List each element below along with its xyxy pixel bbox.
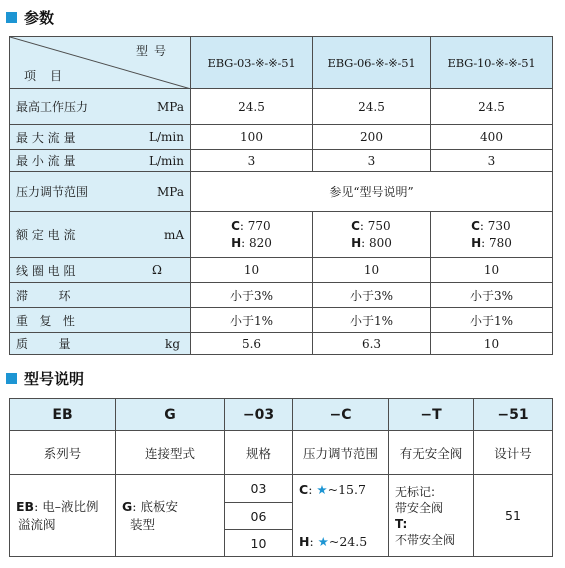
connection-key: G xyxy=(122,498,133,514)
c-key: C xyxy=(351,218,360,233)
table-cell: 10 xyxy=(313,258,431,283)
table-cell: 10 xyxy=(191,258,313,283)
pressure-detail xyxy=(293,475,389,557)
row-label: 重 复 性 xyxy=(16,313,75,328)
h-value: : 820 xyxy=(241,235,272,250)
c-key: C xyxy=(471,218,480,233)
table-cell: 10 xyxy=(431,258,553,283)
model-header: EBG-03-※-※-51 xyxy=(191,37,313,89)
code-cell: −03 xyxy=(225,399,293,431)
model-section-header xyxy=(6,367,84,389)
connection-detail xyxy=(116,475,225,557)
table-cell: 小于3% xyxy=(313,283,431,308)
corner-top-label: 型号 xyxy=(135,44,172,58)
star-icon: ★ xyxy=(317,533,329,549)
pressure-c-key: C xyxy=(299,481,309,497)
pressure-h-value: ~24.5 xyxy=(328,533,368,549)
valve-line4: 不带安全阀 xyxy=(395,532,456,547)
h-key: H xyxy=(471,235,482,250)
series-key: EB xyxy=(16,498,35,514)
table-row xyxy=(10,89,553,125)
row-label: 最高工作压力 xyxy=(16,100,89,114)
row-label: 质 量 xyxy=(16,337,71,351)
row-label: 最 小 流 量 xyxy=(16,154,76,168)
code-cell: G xyxy=(116,399,225,431)
code-cell: −51 xyxy=(474,399,553,431)
table-row xyxy=(10,172,553,212)
row-unit: MPa xyxy=(157,184,184,199)
table-row xyxy=(10,258,553,283)
row-label: 最 大 流 量 xyxy=(16,130,76,145)
code-cell: −C xyxy=(293,399,389,431)
table-cell: 小于1% xyxy=(191,308,313,333)
section-square-icon xyxy=(6,373,17,384)
table-row xyxy=(10,283,553,308)
params-section-header xyxy=(6,6,54,28)
desc-cell: 设计号 xyxy=(474,431,553,475)
connection-text2: 装型 xyxy=(130,516,156,532)
row-unit: Ω xyxy=(152,263,162,277)
pressure-h-key: H xyxy=(299,533,310,549)
detail-row xyxy=(10,475,553,503)
table-row xyxy=(10,333,553,355)
c-value: : 730 xyxy=(479,218,511,233)
valve-line3: T: xyxy=(395,516,408,531)
model-header: EBG-10-※-※-51 xyxy=(431,37,553,89)
table-cell: 200 xyxy=(313,125,431,150)
table-cell: 小于3% xyxy=(431,283,553,308)
row-unit: kg xyxy=(165,336,180,351)
model-header: EBG-06-※-※-51 xyxy=(313,37,431,89)
h-value: : 800 xyxy=(361,235,392,250)
row-unit: MPa xyxy=(157,99,184,114)
code-cell: EB xyxy=(10,399,116,431)
table-cell: 小于3% xyxy=(191,283,313,308)
table-cell: 24.5 xyxy=(431,89,553,125)
code-cell: −T xyxy=(389,399,474,431)
series-detail xyxy=(10,475,116,557)
table-cell xyxy=(431,212,553,258)
connection-text1: : 底板安 xyxy=(132,498,178,514)
series-text1: : 电–液比例 xyxy=(34,498,99,514)
table-row xyxy=(10,125,553,150)
row-unit: mA xyxy=(163,227,184,242)
c-value: : 770 xyxy=(239,218,271,233)
table-row xyxy=(10,150,553,172)
code-row xyxy=(10,399,553,431)
table-cell: 3 xyxy=(313,150,431,172)
table-cell: 小于1% xyxy=(313,308,431,333)
h-key: H xyxy=(231,235,242,250)
size-cell: 10 xyxy=(225,530,293,557)
h-key: H xyxy=(351,235,362,250)
design-number: 51 xyxy=(474,475,553,557)
row-unit: L/min xyxy=(149,130,184,144)
pressure-colon: : xyxy=(308,481,317,497)
h-value: : 780 xyxy=(481,235,512,250)
size-cell: 03 xyxy=(225,475,293,503)
params-header-row xyxy=(10,37,553,89)
row-unit: L/min xyxy=(149,153,184,168)
series-text2: 溢流阀 xyxy=(18,516,56,532)
valve-line2: 带安全阀 xyxy=(395,500,444,515)
table-row xyxy=(10,308,553,333)
table-cell: 小于1% xyxy=(431,308,553,333)
table-cell: 10 xyxy=(431,333,553,355)
desc-cell: 有无安全阀 xyxy=(389,431,474,475)
valve-detail xyxy=(389,475,474,557)
params-section-title: 参数 xyxy=(24,8,55,27)
size-cell: 06 xyxy=(225,503,293,530)
table-cell: 3 xyxy=(431,150,553,172)
corner-cell xyxy=(10,37,191,89)
table-cell xyxy=(191,212,313,258)
pressure-colon: : xyxy=(309,533,318,549)
model-code-table xyxy=(9,398,553,557)
section-square-icon xyxy=(6,12,17,23)
pressure-c-value: ~15.7 xyxy=(327,481,366,497)
row-label: 压力调节范围 xyxy=(16,185,89,199)
merged-cell: 参见“型号说明” xyxy=(191,172,553,212)
table-row xyxy=(10,212,553,258)
desc-cell: 规格 xyxy=(225,431,293,475)
row-label: 滞 环 xyxy=(16,288,71,303)
table-cell: 6.3 xyxy=(313,333,431,355)
model-section-title: 型号说明 xyxy=(24,369,85,388)
desc-cell: 连接型式 xyxy=(116,431,225,475)
desc-cell: 系列号 xyxy=(10,431,116,475)
desc-cell: 压力调节范围 xyxy=(293,431,389,475)
table-cell: 100 xyxy=(191,125,313,150)
c-key: C xyxy=(231,218,240,233)
row-label: 额 定 电 流 xyxy=(16,228,76,242)
table-cell xyxy=(313,212,431,258)
table-cell: 24.5 xyxy=(313,89,431,125)
star-icon: ★ xyxy=(316,481,328,497)
table-cell: 3 xyxy=(191,150,313,172)
corner-bottom-label: 项目 xyxy=(24,69,77,83)
params-table xyxy=(9,36,553,355)
table-cell: 400 xyxy=(431,125,553,150)
row-label: 线 圈 电 阻 xyxy=(16,263,76,278)
desc-row xyxy=(10,431,553,475)
table-cell: 24.5 xyxy=(191,89,313,125)
table-cell: 5.6 xyxy=(191,333,313,355)
valve-line1: 无标记: xyxy=(395,484,436,499)
c-value: : 750 xyxy=(359,218,391,233)
